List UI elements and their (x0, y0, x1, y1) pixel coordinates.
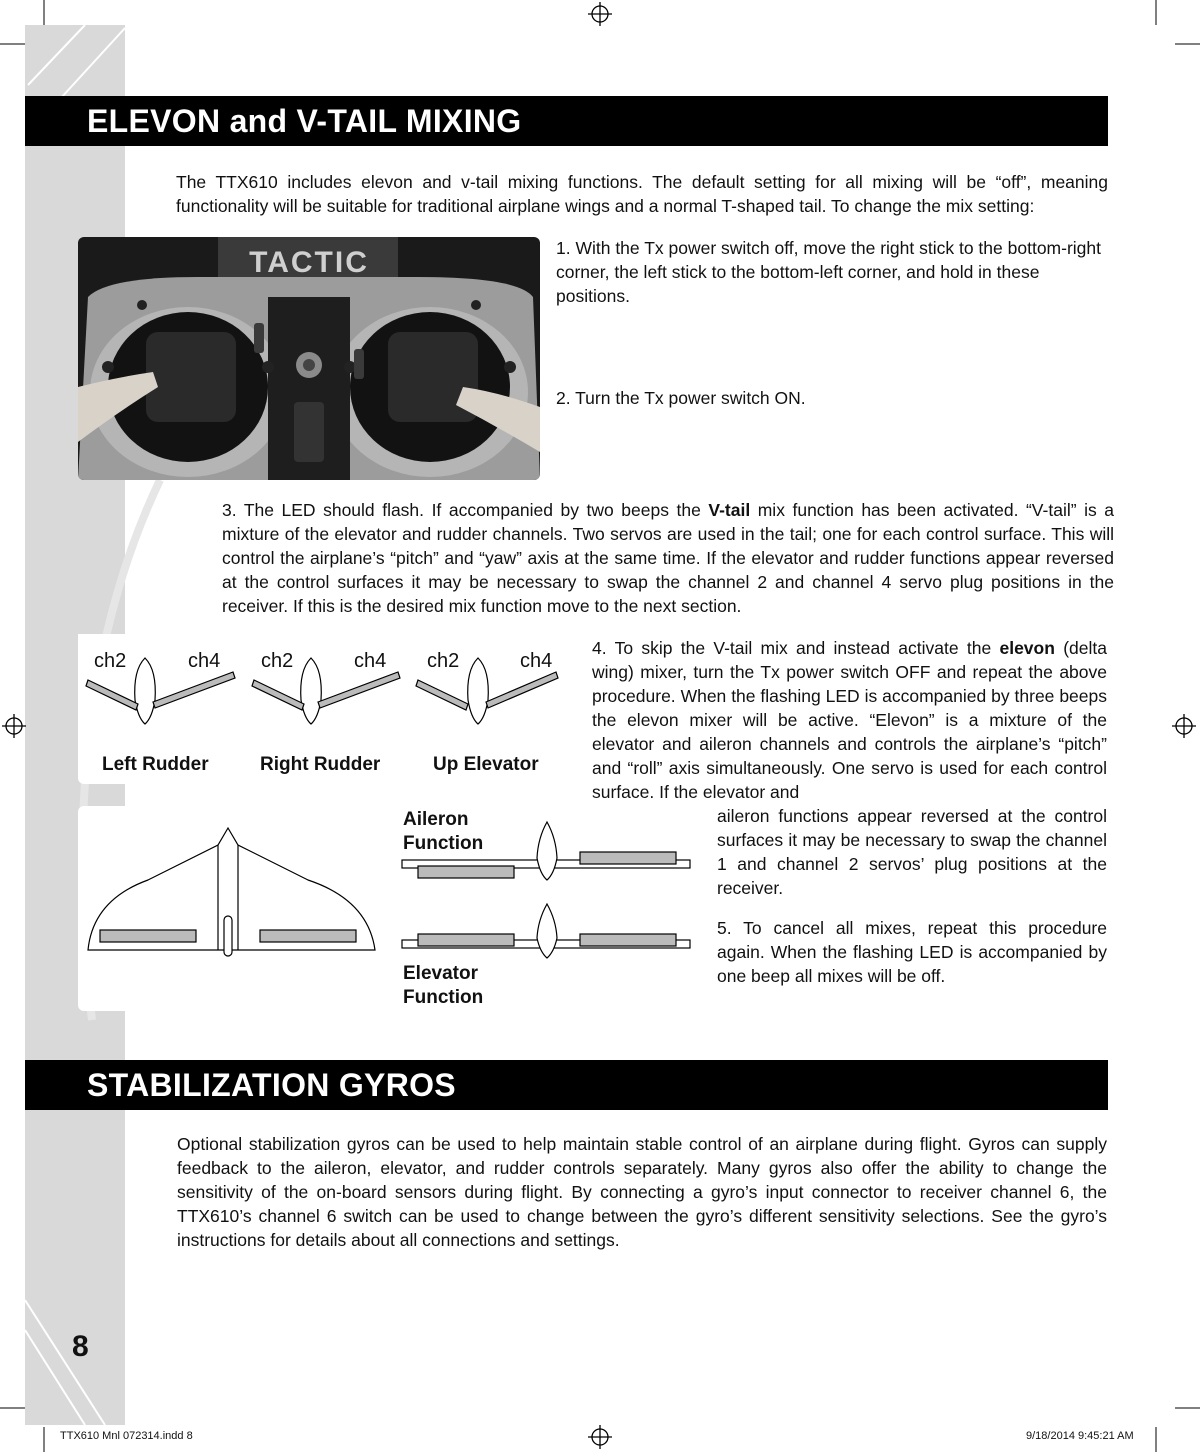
delta-wing-diagram (78, 820, 398, 960)
elevator-label-line2: Function (403, 987, 484, 1008)
vtail-3-right-channel: ch4 (520, 650, 553, 672)
vtail-diagrams (78, 640, 570, 740)
step-4 (592, 636, 1107, 804)
vtail-1-right-channel: ch4 (188, 650, 221, 672)
step-3-bold: V-tail (708, 500, 751, 520)
intro-paragraph: The TTX610 includes elevon and v-tail mixing functions. The default setting for all mixing will be “off”, meaning functionality will be suitable for traditional airplane wings and a normal T-shaped tail. To change the mix setting: (176, 172, 1108, 216)
vtail-2-right-channel: ch4 (354, 650, 387, 672)
transmitter-photo (78, 237, 540, 480)
page-number: 8 (72, 1330, 89, 1363)
vtail-1-left-channel: ch2 (94, 650, 127, 672)
step-2: 2. Turn the Tx power switch ON. (556, 388, 806, 408)
step-4-text-b: (delta wing) mixer, turn the Tx power switch OFF and repeat the above procedure. When the flashing LED is accompanied by three beeps the elevon mixer will be active. “Elevon” is a mixture of the elevator and aileron channels and controls the airplane’s “pitch” and “roll” axis simultaneously. One servo is used for each control surface. If the elevator and (592, 638, 1108, 802)
elevator-label-line1: Elevator (403, 963, 478, 984)
aileron-label-line1: Aileron (403, 809, 469, 830)
tactic-logo: TACTIC (249, 246, 369, 279)
section-title-elevon-vtail: ELEVON and V-TAIL MIXING (25, 96, 1108, 146)
aileron-function-label (403, 808, 483, 856)
vtail-1-label: Left Rudder (102, 754, 209, 775)
step-3 (222, 498, 1114, 618)
vtail-2-left-channel: ch2 (261, 650, 294, 672)
vtail-3-left-channel: ch2 (427, 650, 460, 672)
step-3-text-a: 3. The LED should flash. If accompanied by two beeps the (222, 500, 709, 520)
footer-filename: TTX610 Mnl 072314.indd 8 (60, 1430, 193, 1442)
elevator-function-label (403, 962, 483, 1010)
step-5: 5. To cancel all mixes, repeat this procedure again. When the flashing LED is accompanied by one beep all mixes will be off. (717, 918, 1107, 986)
vtail-3-label: Up Elevator (433, 754, 539, 775)
step-1: 1. With the Tx power switch off, move the right stick to the bottom-right corner, the left stick to the bottom-left corner, and hold in these positions. (556, 238, 1101, 306)
step-4-bold: elevon (999, 638, 1055, 658)
footer-timestamp: 9/18/2014 9:45:21 AM (1026, 1430, 1134, 1442)
section-title-stabilization-gyros: STABILIZATION GYROS (25, 1060, 1108, 1110)
gyros-paragraph: Optional stabilization gyros can be used to help maintain stable control of an airplane during flight. Gyros can supply feedback to the aileron, elevator, and rudder controls separately. Many gyros also offer the ability to change the sensitivity of the on-board sensors during flight. By connecting a gyro’s input connector to receiver channel 6, the TTX610’s channel 6 switch can be used to change between the gyro’s different sensitivity selections. See the gyro’s instructions for details about all connections and settings. (177, 1134, 1107, 1250)
vtail-2-label: Right Rudder (260, 754, 381, 775)
aileron-label-line2: Function (403, 833, 484, 854)
step-4-text-a: 4. To skip the V-tail mix and instead activate the (592, 638, 1000, 658)
step-4-continued: aileron functions appear reversed at the control surfaces it may be necessary to swap the channel 1 and channel 2 servos’ plug positions at the receiver. (717, 806, 1107, 898)
step-3-text-b: mix function has been activated. “V-tail” is a mixture of the elevator and rudder channels. Two servos are used in the tail; one for each control surface. This will control the airplane’s “pitch” and “yaw” axis at the same time. If the elevator and rudder functions appear reversed at the control surfaces it may be necessary to swap the channel 2 and channel 4 servo plug positions in the receiver. If this is the desired mix function move to the next section. (222, 500, 1114, 616)
